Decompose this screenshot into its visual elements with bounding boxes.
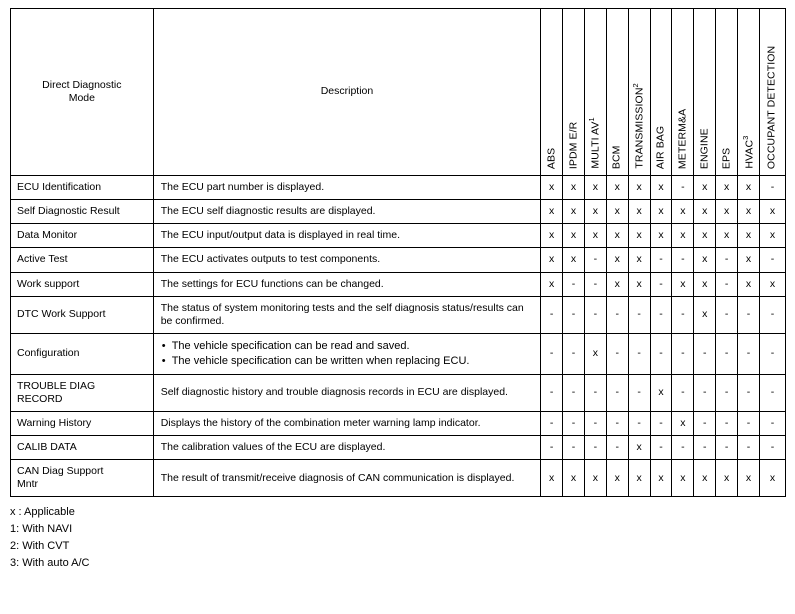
- cell-bcm: -: [606, 435, 628, 459]
- column-header-hvac-sup: 3: [740, 135, 750, 141]
- cell-bcm: x: [606, 176, 628, 200]
- cell-ipdm-er: -: [563, 272, 585, 296]
- cell-meter-ma: x: [672, 272, 694, 296]
- cell-meter-ma: x: [672, 200, 694, 224]
- column-header-meter-ma: [672, 9, 694, 176]
- cell-eps: -: [716, 435, 738, 459]
- column-header-ipdm-er-label: IPDM E/R: [566, 121, 579, 169]
- cell-hvac: x: [738, 224, 760, 248]
- cell-eps: x: [716, 460, 738, 497]
- column-header-transmission-label: TRANSMISSION: [633, 87, 646, 169]
- row-mode: [11, 374, 154, 411]
- column-header-hvac: [738, 9, 760, 176]
- cell-meter-ma: x: [672, 224, 694, 248]
- cell-engine: -: [694, 411, 716, 435]
- cell-bcm: x: [606, 224, 628, 248]
- row-description: The ECU self diagnostic results are displayed.: [153, 200, 541, 224]
- cell-hvac: -: [738, 296, 760, 333]
- cell-occupant-detection: -: [759, 176, 785, 200]
- row-description: The ECU part number is displayed.: [153, 176, 541, 200]
- table-row: [11, 460, 786, 497]
- cell-engine: x: [694, 248, 716, 272]
- cell-multi-av: -: [584, 296, 606, 333]
- cell-bcm: -: [606, 296, 628, 333]
- cell-transmission: x: [628, 460, 650, 497]
- description-bullet: • The vehicle specification can be written when replacing ECU.: [161, 354, 535, 369]
- cell-engine: -: [694, 374, 716, 411]
- cell-abs: -: [541, 411, 563, 435]
- cell-air-bag: -: [650, 411, 672, 435]
- cell-meter-ma: -: [672, 435, 694, 459]
- row-description: [153, 333, 541, 374]
- cell-meter-ma: x: [672, 411, 694, 435]
- cell-ipdm-er: -: [563, 411, 585, 435]
- row-description: Displays the history of the combination meter warning lamp indicator.: [153, 411, 541, 435]
- cell-ipdm-er: -: [563, 435, 585, 459]
- row-mode: CALIB DATA: [11, 435, 154, 459]
- cell-bcm: x: [606, 200, 628, 224]
- cell-multi-av: x: [584, 224, 606, 248]
- cell-eps: x: [716, 224, 738, 248]
- cell-transmission: -: [628, 411, 650, 435]
- cell-abs: -: [541, 296, 563, 333]
- cell-occupant-detection: -: [759, 333, 785, 374]
- cell-meter-ma: -: [672, 296, 694, 333]
- cell-air-bag: -: [650, 248, 672, 272]
- cell-eps: -: [716, 248, 738, 272]
- row-description: The calibration values of the ECU are displayed.: [153, 435, 541, 459]
- column-header-air-bag: [650, 9, 672, 176]
- cell-hvac: x: [738, 176, 760, 200]
- description-bullet: • The vehicle specification can be read and saved.: [161, 339, 535, 354]
- cell-air-bag: -: [650, 435, 672, 459]
- cell-eps: -: [716, 374, 738, 411]
- cell-ipdm-er: x: [563, 200, 585, 224]
- cell-air-bag: x: [650, 200, 672, 224]
- cell-hvac: x: [738, 248, 760, 272]
- cell-hvac: x: [738, 460, 760, 497]
- table-row: [11, 272, 786, 296]
- row-mode: [11, 460, 154, 497]
- row-description: The ECU activates outputs to test components.: [153, 248, 541, 272]
- column-header-occupant-detection: [759, 9, 785, 176]
- cell-occupant-detection: -: [759, 374, 785, 411]
- cell-transmission: x: [628, 176, 650, 200]
- cell-occupant-detection: x: [759, 200, 785, 224]
- cell-air-bag: x: [650, 224, 672, 248]
- table-row: [11, 200, 786, 224]
- column-header-occupant-detection-label: OCCUPANT DETECTION: [765, 45, 778, 169]
- footnote-applicable: x : Applicable: [10, 506, 75, 519]
- column-header-bcm-label: BCM: [610, 145, 623, 169]
- cell-air-bag: x: [650, 460, 672, 497]
- cell-abs: x: [541, 248, 563, 272]
- cell-air-bag: -: [650, 272, 672, 296]
- cell-ipdm-er: -: [563, 296, 585, 333]
- cell-multi-av: -: [584, 272, 606, 296]
- cell-bcm: -: [606, 333, 628, 374]
- row-mode: Warning History: [11, 411, 154, 435]
- description-bullet-list: [161, 339, 535, 369]
- cell-transmission: x: [628, 200, 650, 224]
- cell-bcm: x: [606, 272, 628, 296]
- column-header-engine-label: ENGINE: [698, 128, 711, 169]
- footnote-2: 2: With CVT: [10, 540, 70, 553]
- cell-abs: -: [541, 435, 563, 459]
- row-mode: Configuration: [11, 333, 154, 374]
- cell-multi-av: -: [584, 411, 606, 435]
- row-description: The ECU input/output data is displayed in real time.: [153, 224, 541, 248]
- cell-multi-av: x: [584, 460, 606, 497]
- cell-hvac: x: [738, 200, 760, 224]
- table-row: [11, 296, 786, 333]
- cell-transmission: x: [628, 224, 650, 248]
- column-header-mode: [11, 9, 154, 176]
- cell-ipdm-er: x: [563, 224, 585, 248]
- cell-meter-ma: -: [672, 333, 694, 374]
- table-row: [11, 374, 786, 411]
- cell-bcm: -: [606, 374, 628, 411]
- column-header-abs-label: ABS: [545, 147, 558, 169]
- column-header-description: Description: [153, 9, 541, 176]
- table-row: [11, 176, 786, 200]
- cell-ipdm-er: -: [563, 374, 585, 411]
- cell-occupant-detection: -: [759, 248, 785, 272]
- header-row: [11, 9, 786, 176]
- footnote-1: 1: With NAVI: [10, 523, 73, 536]
- table-body: [11, 176, 786, 497]
- footnote-3: 3: With auto A/C: [10, 557, 90, 570]
- cell-transmission: x: [628, 272, 650, 296]
- cell-multi-av: x: [584, 200, 606, 224]
- cell-hvac: -: [738, 333, 760, 374]
- cell-meter-ma: -: [672, 248, 694, 272]
- cell-multi-av: -: [584, 248, 606, 272]
- cell-eps: -: [716, 333, 738, 374]
- table-row: [11, 224, 786, 248]
- row-description: The result of transmit/receive diagnosis of CAN communication is displayed.: [153, 460, 541, 497]
- cell-engine: x: [694, 200, 716, 224]
- cell-occupant-detection: -: [759, 296, 785, 333]
- row-mode: ECU Identification: [11, 176, 154, 200]
- row-mode: Active Test: [11, 248, 154, 272]
- column-header-mode-line2: Mode: [68, 92, 95, 104]
- cell-multi-av: -: [584, 374, 606, 411]
- column-header-eps: [716, 9, 738, 176]
- cell-abs: x: [541, 460, 563, 497]
- cell-meter-ma: -: [672, 176, 694, 200]
- row-mode-line2: RECORD: [17, 392, 63, 405]
- table-header: [11, 9, 786, 176]
- table-row: [11, 435, 786, 459]
- column-header-transmission: [628, 9, 650, 176]
- cell-transmission: x: [628, 435, 650, 459]
- cell-hvac: -: [738, 411, 760, 435]
- column-header-air-bag-label: AIR BAG: [654, 125, 667, 169]
- cell-transmission: x: [628, 248, 650, 272]
- row-mode: Self Diagnostic Result: [11, 200, 154, 224]
- cell-bcm: x: [606, 248, 628, 272]
- cell-air-bag: -: [650, 333, 672, 374]
- cell-ipdm-er: -: [563, 333, 585, 374]
- column-header-engine: [694, 9, 716, 176]
- table-footnotes: [10, 504, 785, 572]
- column-header-ipdm-er: [563, 9, 585, 176]
- cell-engine: x: [694, 460, 716, 497]
- row-mode: Data Monitor: [11, 224, 154, 248]
- cell-hvac: x: [738, 272, 760, 296]
- cell-multi-av: x: [584, 333, 606, 374]
- row-mode-line1: CAN Diag Support: [17, 465, 104, 478]
- row-description: The settings for ECU functions can be changed.: [153, 272, 541, 296]
- column-header-bcm: [606, 9, 628, 176]
- cell-eps: x: [716, 200, 738, 224]
- cell-transmission: -: [628, 296, 650, 333]
- column-header-hvac-label: HVAC: [743, 140, 756, 169]
- row-mode-line2: Mntr: [17, 478, 38, 491]
- cell-abs: x: [541, 200, 563, 224]
- column-header-eps-label: EPS: [720, 147, 733, 169]
- cell-abs: -: [541, 333, 563, 374]
- column-header-abs: [541, 9, 563, 176]
- row-description: Self diagnostic history and trouble diagnosis records in ECU are displayed.: [153, 374, 541, 411]
- cell-occupant-detection: x: [759, 224, 785, 248]
- table-row: [11, 333, 786, 374]
- direct-diagnostic-mode-table: [10, 8, 786, 497]
- cell-abs: x: [541, 272, 563, 296]
- column-header-multi-av-sup: 1: [587, 117, 597, 122]
- column-header-transmission-sup: 2: [631, 83, 641, 88]
- cell-engine: x: [694, 176, 716, 200]
- column-header-meter-ma-label: METERM&A: [676, 108, 689, 169]
- cell-air-bag: x: [650, 176, 672, 200]
- cell-eps: -: [716, 411, 738, 435]
- cell-ipdm-er: x: [563, 460, 585, 497]
- cell-abs: x: [541, 176, 563, 200]
- cell-air-bag: -: [650, 296, 672, 333]
- cell-multi-av: -: [584, 435, 606, 459]
- cell-occupant-detection: -: [759, 411, 785, 435]
- cell-ipdm-er: x: [563, 176, 585, 200]
- cell-hvac: -: [738, 374, 760, 411]
- table-row: [11, 248, 786, 272]
- row-mode-line1: TROUBLE DIAG: [17, 379, 96, 392]
- cell-hvac: -: [738, 435, 760, 459]
- column-header-multi-av-label: MULTI AV: [590, 121, 603, 169]
- cell-engine: -: [694, 435, 716, 459]
- row-mode: Work support: [11, 272, 154, 296]
- column-header-mode-line1: Direct Diagnostic: [42, 78, 122, 91]
- cell-abs: -: [541, 374, 563, 411]
- cell-bcm: -: [606, 411, 628, 435]
- cell-multi-av: x: [584, 176, 606, 200]
- cell-engine: x: [694, 296, 716, 333]
- cell-engine: -: [694, 333, 716, 374]
- row-mode: DTC Work Support: [11, 296, 154, 333]
- cell-eps: -: [716, 296, 738, 333]
- table-row: [11, 411, 786, 435]
- cell-meter-ma: x: [672, 460, 694, 497]
- cell-eps: x: [716, 176, 738, 200]
- cell-occupant-detection: x: [759, 460, 785, 497]
- cell-abs: x: [541, 224, 563, 248]
- cell-bcm: x: [606, 460, 628, 497]
- cell-meter-ma: -: [672, 374, 694, 411]
- cell-engine: x: [694, 224, 716, 248]
- cell-occupant-detection: x: [759, 272, 785, 296]
- cell-engine: x: [694, 272, 716, 296]
- column-header-multi-av: [584, 9, 606, 176]
- cell-eps: -: [716, 272, 738, 296]
- cell-transmission: -: [628, 374, 650, 411]
- row-description: The status of system monitoring tests and the self diagnosis status/results can be confirmed.: [153, 296, 541, 333]
- cell-transmission: -: [628, 333, 650, 374]
- cell-air-bag: x: [650, 374, 672, 411]
- cell-ipdm-er: x: [563, 248, 585, 272]
- cell-occupant-detection: -: [759, 435, 785, 459]
